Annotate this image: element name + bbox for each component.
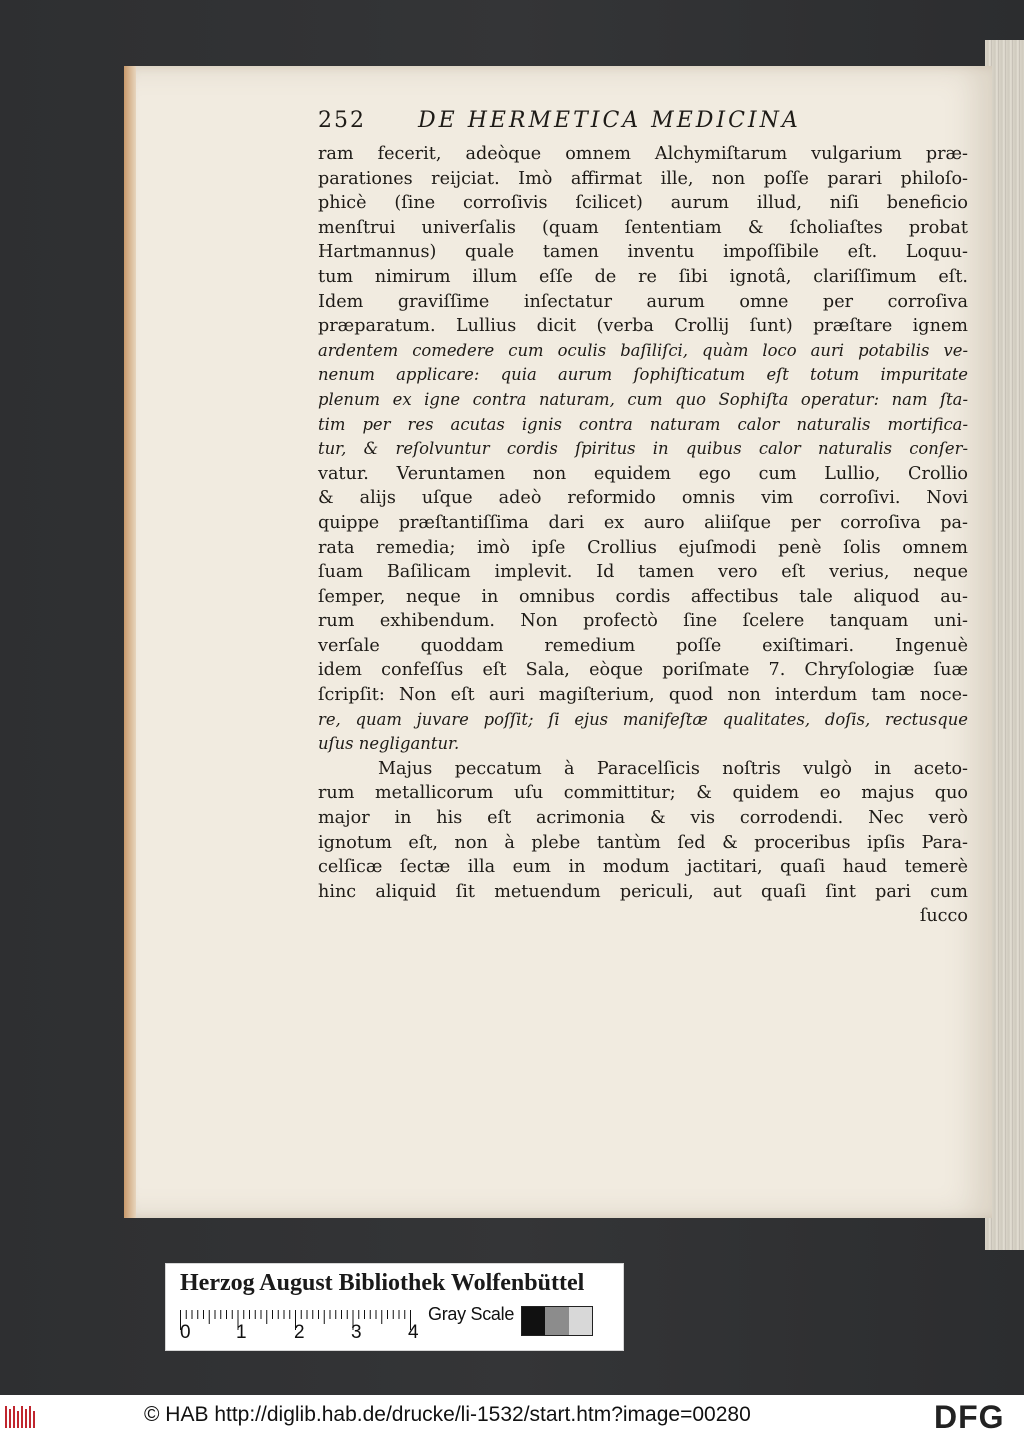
hab-logo-icon xyxy=(4,1403,38,1431)
text-line-italic: tur, & reſolvuntur cordis ſpiritus in quibus calor naturalis conſer- xyxy=(318,439,968,459)
page-text xyxy=(318,108,968,929)
dfg-logo: DFG xyxy=(934,1399,1005,1435)
catchword: ſucco xyxy=(919,906,968,927)
text-line: ſemper, neque in omnibus cordis affectibus tale aliquod au- xyxy=(318,586,968,607)
text-line-italic: uſus negligantur. xyxy=(318,734,460,754)
gray-swatch-light xyxy=(569,1307,592,1335)
text-line: Idem graviſſime inſectatur aurum omne per corroſiva xyxy=(318,291,968,312)
text-line: idem confeſſus eſt Sala, eòque poriſmate 7. Chryſologiæ ſuæ xyxy=(318,660,968,681)
text-line: verſale quoddam remedium poſſe exiſtimari. Ingenuè xyxy=(318,635,968,656)
text-line: rata remedia; imò ipſe Crollius ejuſmodi penè ſolis omnem xyxy=(318,537,968,558)
gray-scale-label: Gray Scale xyxy=(428,1304,515,1324)
running-title: DE HERMETICA MEDICINA xyxy=(418,108,801,133)
scale-number: 3 xyxy=(351,1322,362,1343)
copyright-link[interactable]: © HAB http://diglib.hab.de/drucke/li-1532/start.htm?image=00280 xyxy=(144,1403,751,1426)
scale-number: 4 xyxy=(408,1322,419,1343)
text-line-italic: nenum applicare: quia aurum ſophiſticatum eſt totum impuritate xyxy=(318,365,968,385)
library-name: Herzog August Bibliothek Wolfenbüttel xyxy=(180,1270,585,1296)
gray-swatch-dark xyxy=(522,1307,545,1335)
gray-swatches xyxy=(521,1306,593,1336)
page-left-edge xyxy=(124,66,136,1218)
text-line: ſuam Baſilicam implevit. Id tamen vero eſt verius, neque xyxy=(318,562,968,583)
scale-number: 1 xyxy=(236,1322,247,1343)
text-line: celſicæ ſectæ illa eum in modum jactitari, quaſi haud temerè xyxy=(318,857,968,878)
scale-number: 2 xyxy=(294,1322,305,1343)
text-line: menſtrui univerſalis (quam ſententiam & ſcholiaſtes probat xyxy=(318,217,968,238)
page-number: 252 xyxy=(318,108,366,133)
text-line: parationes reijciat. Imò affirmat ille, non poſſe parari philoſo- xyxy=(318,168,968,189)
text-line: rum exhibendum. Non profectò ſine ſcelere tanquam uni- xyxy=(318,611,968,632)
footer-bar xyxy=(0,1395,1024,1439)
text-line: tum nimirum illum eſſe de re ſibi ignotâ, clariſſimum eſt. xyxy=(318,266,968,287)
running-head xyxy=(318,108,968,142)
text-line: phicè (ſine corroſivis ſcilicet) aurum illud, niſi beneficio xyxy=(318,193,968,214)
text-line: præparatum. Lullius dicit (verba Crollij ſunt) præſtare ignem xyxy=(318,316,968,337)
text-line: & alijs uſque adeò reformido omnis vim corroſivi. Novi xyxy=(318,488,968,509)
scale-numbers xyxy=(180,1322,440,1346)
text-line: hinc aliquid ſit metuendum periculi, aut quaſi ſint pari cum xyxy=(318,881,968,902)
text-line: ram fecerit, adeòque omnem Alchymiſtarum vulgarium præ- xyxy=(318,144,968,164)
text-line: major in his eſt acrimonia & vis corrodendi. Nec verò xyxy=(318,808,968,829)
scale-number: 0 xyxy=(180,1322,191,1343)
text-line-italic: re, quam juvare poſſit; ſi ejus manifeſtæ qualitates, doſis, rectusque xyxy=(318,709,968,729)
text-line: ſcripſit: Non eſt auri magiſterium, quod non interdum tam noce- xyxy=(318,685,968,706)
color-scale-card xyxy=(165,1263,624,1351)
text-line: ignotum eſt, non à plebe tantùm ſed & proceribus ipſis Para- xyxy=(318,832,968,853)
text-line: vatur. Veruntamen non equidem ego cum Lullio, Crollio xyxy=(318,463,968,484)
text-line-italic: plenum ex igne contra naturam, cum quo Sophiſta operatur: nam ſta- xyxy=(318,389,968,409)
text-line: quippe præſtantiſſima dari ex auro aliiſque per corroſiva pa- xyxy=(318,512,968,533)
text-line: Hartmannus) quale tamen inventu impoſſibile eſt. Loquu- xyxy=(318,242,968,263)
text-line-italic: ardentem comedere cum oculis baſiliſci, quàm loco auri potabilis ve- xyxy=(318,340,968,360)
paragraph-start: Majus peccatum à Paracelſicis noſtris vulgò in aceto- xyxy=(378,758,968,779)
text-line: rum metallicorum uſu committitur; & quidem eo majus quo xyxy=(318,783,968,804)
gray-swatch-mid xyxy=(545,1307,568,1335)
text-line-italic: tim per res acutas ignis contra naturam calor naturalis mortifica- xyxy=(318,414,968,434)
